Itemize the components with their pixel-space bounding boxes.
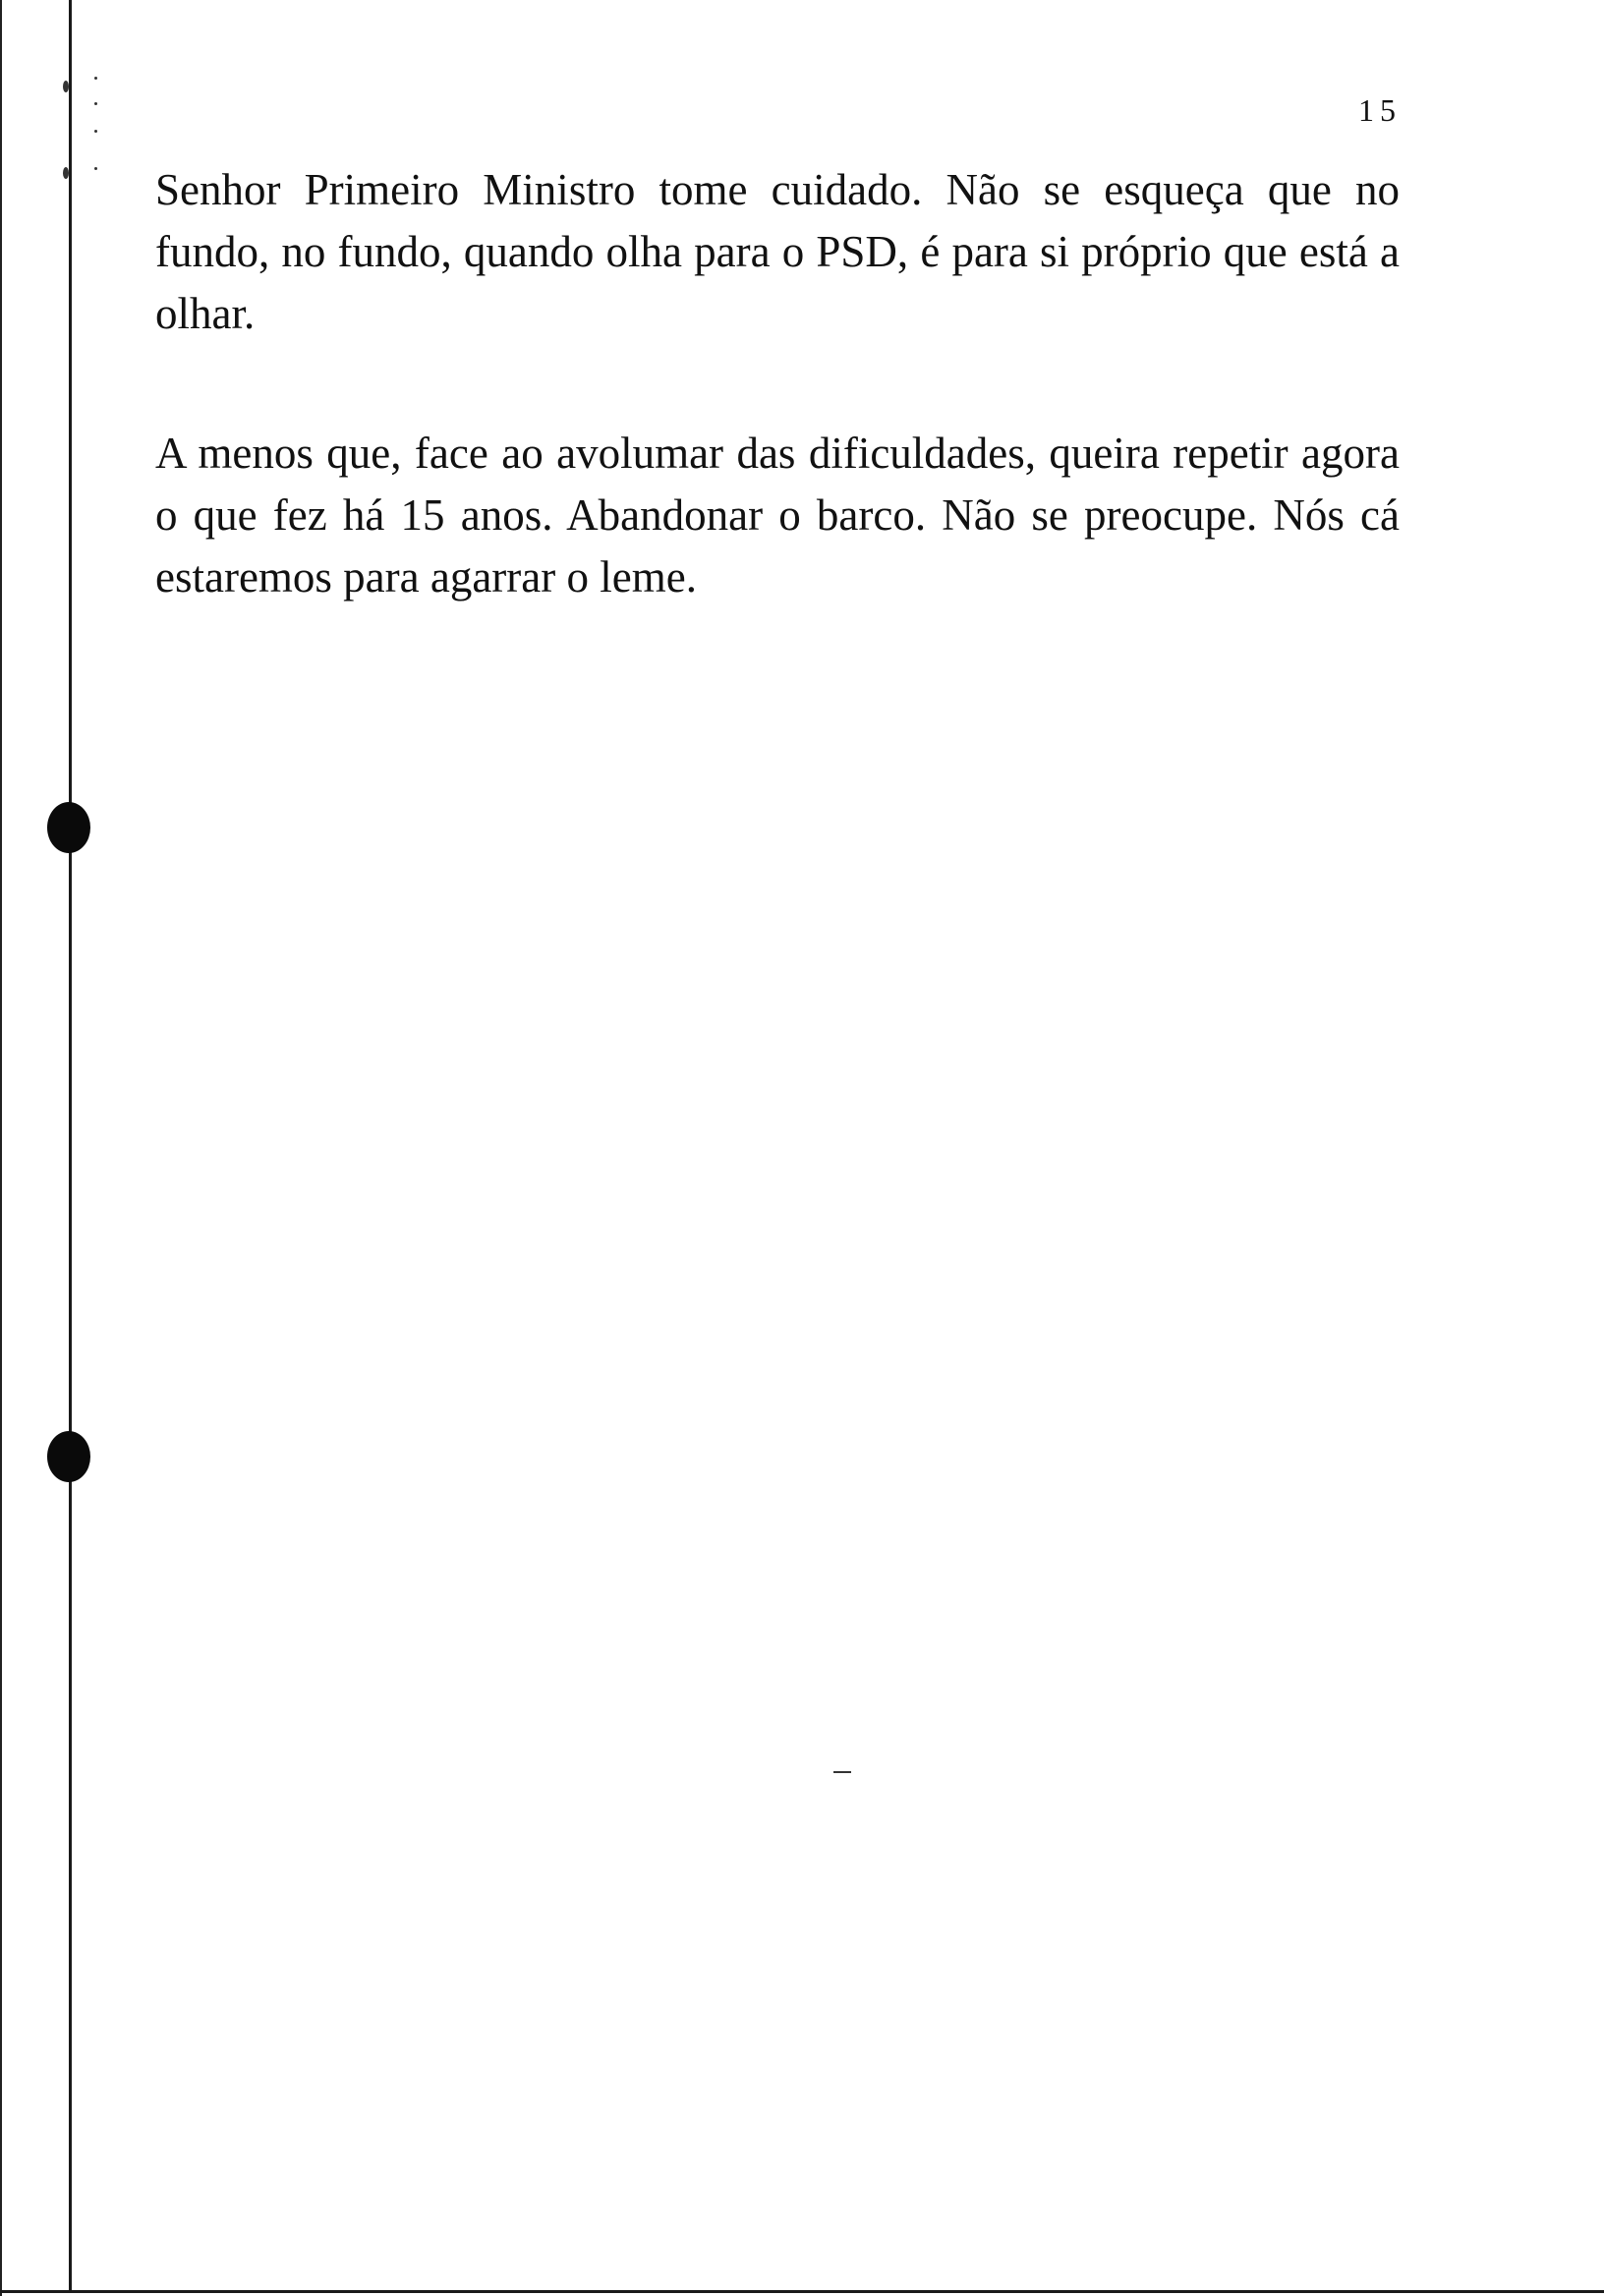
- scan-speck: [94, 167, 97, 170]
- stray-mark: [833, 1771, 851, 1773]
- margin-rule: [69, 0, 72, 2290]
- paragraph: A menos que, face ao avolumar das dificuldades, queira repetir agora o que fez há 15 anos. Abandonar o barco. Não se preocupe. Nós cá estaremos para agarrar o leme.: [155, 429, 1400, 602]
- paragraph: Senhor Primeiro Ministro tome cuidado. Não se esqueça que no fundo, no fundo, quando olha para o PSD, é para si próprio que está a olhar.: [155, 165, 1400, 338]
- scan-speck: [94, 77, 97, 80]
- scan-speck: [63, 167, 69, 179]
- punch-hole: [47, 1431, 90, 1482]
- scan-speck: [94, 102, 97, 105]
- scan-speck: [63, 81, 69, 92]
- scan-speck: [94, 130, 97, 133]
- bottom-rule: [0, 2290, 1604, 2293]
- page-left-edge: [0, 0, 2, 2296]
- punch-hole: [47, 802, 90, 853]
- page-number: 15: [1358, 92, 1402, 128]
